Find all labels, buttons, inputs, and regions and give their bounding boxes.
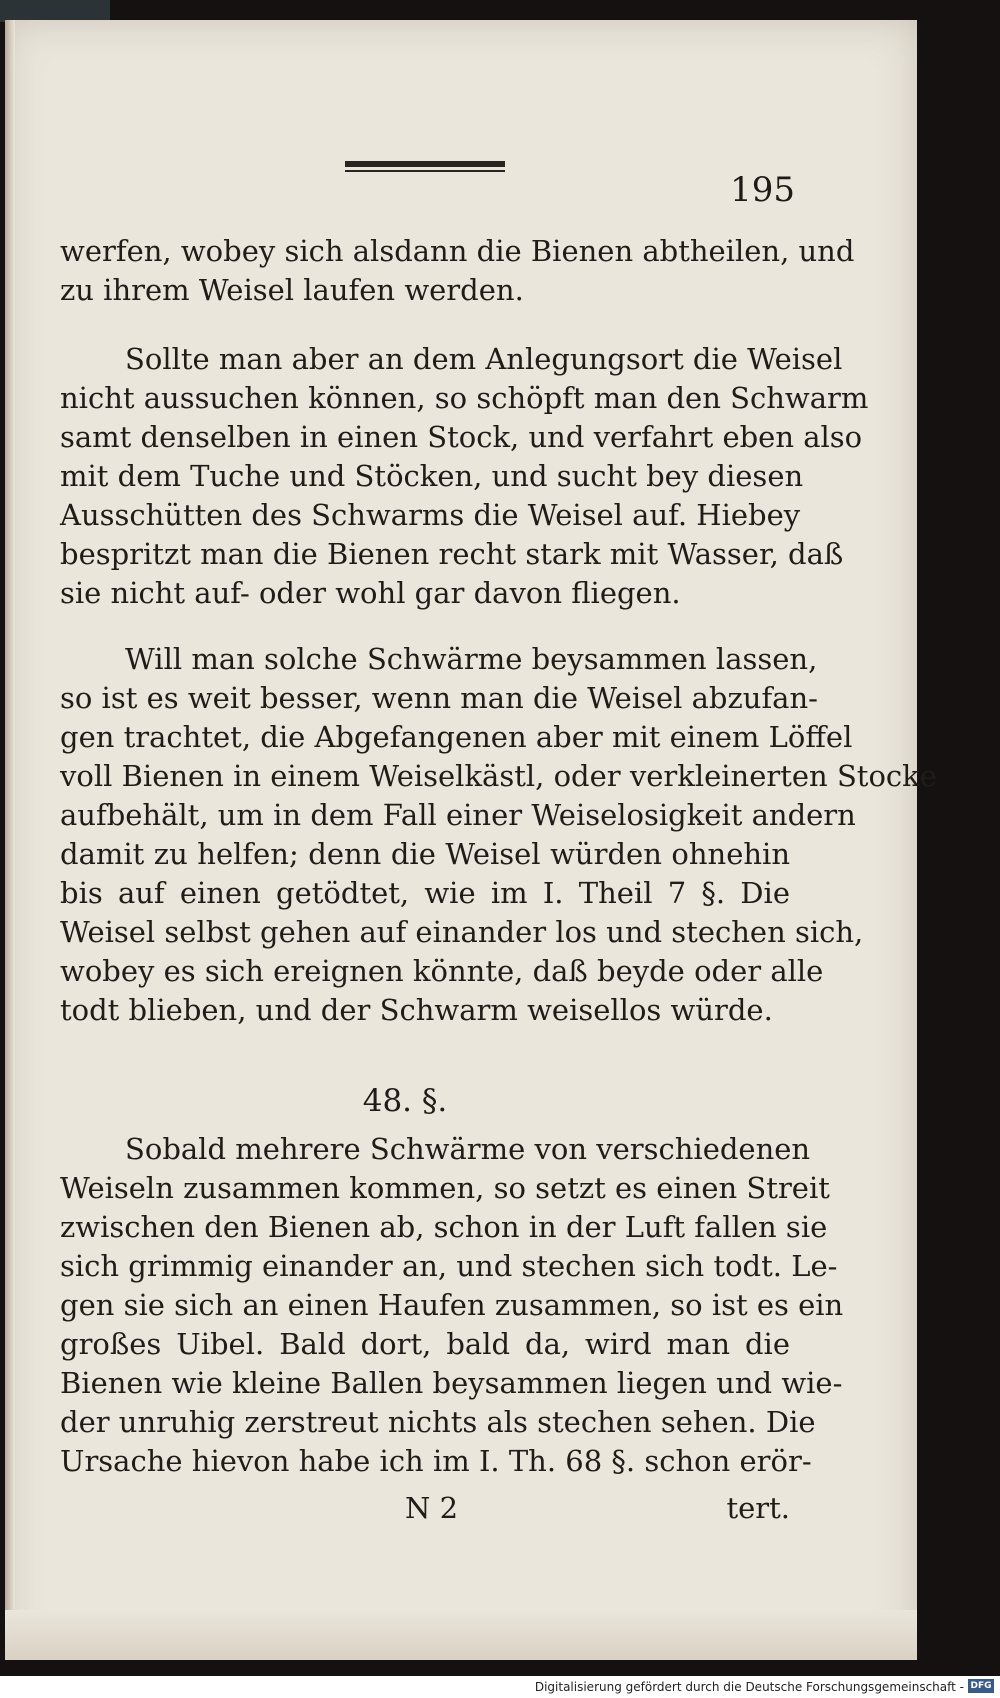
paragraph — [60, 340, 869, 613]
text-line: großes Uibel. Bald dort, bald da, wird man die — [60, 1327, 790, 1361]
text-line: aufbehält, um in dem Fall einer Weiselosigkeit andern — [60, 798, 856, 832]
text-line: Ausschütten des Schwarms die Weisel auf. Hiebey — [60, 498, 801, 532]
page-number: 195 — [730, 170, 795, 210]
text-line: todt blieben, und der Schwarm weisellos würde. — [60, 993, 773, 1027]
text-line: mit dem Tuche und Stöcken, und sucht bey diesen — [60, 459, 804, 493]
paragraph — [60, 640, 937, 1030]
text-line: so ist es weit besser, wenn man die Weisel abzufan- — [60, 681, 818, 715]
signature-mark: N 2 — [405, 1491, 459, 1525]
paragraph-continuation — [60, 232, 855, 310]
text-line: Bienen wie kleine Ballen beysammen liegen und wie- — [60, 1366, 843, 1400]
page-bottom-shadow — [5, 1610, 917, 1660]
text-line: werfen, wobey sich alsdann die Bienen abtheilen, und — [60, 234, 855, 268]
text-line: samt denselben in einen Stock, und verfahrt eben also — [60, 420, 863, 454]
text-line: voll Bienen in einem Weiselkästl, oder verkleinerten Stocke — [60, 759, 937, 793]
text-line: zwischen den Bienen ab, schon in der Luft fallen sie — [60, 1210, 828, 1244]
page-gutter-shadow — [5, 20, 15, 1660]
text-line: gen sie sich an einen Haufen zusammen, so ist es ein — [60, 1288, 844, 1322]
book-spine-edge — [0, 0, 110, 22]
text-line: Ursache hievon habe ich im I. Th. 68 §. schon erör- — [60, 1444, 812, 1478]
header-ornament-rule — [345, 161, 505, 175]
text-line: sich grimmig einander an, und stechen sich todt. Le- — [60, 1249, 838, 1283]
section-heading: 48. §. — [362, 1083, 448, 1119]
text-line: Sollte man aber an dem Anlegungsort die Weisel — [125, 342, 843, 376]
dfg-logo: DFG — [968, 1679, 994, 1693]
digitization-footer — [0, 1676, 1000, 1698]
paragraph — [60, 1130, 844, 1481]
text-line: wobey es sich ereignen könnte, daß beyde oder alle — [60, 954, 824, 988]
text-line: bespritzt man die Bienen recht stark mit Wasser, daß — [60, 537, 844, 571]
text-line: der unruhig zerstreut nichts als stechen sehen. Die — [60, 1405, 816, 1439]
text-line: Will man solche Schwärme beysammen lassen, — [125, 642, 818, 676]
text-line: Weisel selbst gehen auf einander los und stechen sich, — [60, 915, 864, 949]
text-line: zu ihrem Weisel laufen werden. — [60, 273, 524, 307]
text-line: sie nicht auf- oder wohl gar davon fliegen. — [60, 576, 681, 610]
text-line: bis auf einen getödtet, wie im I. Theil 7 §. Die — [60, 876, 790, 910]
catchword: tert. — [726, 1491, 790, 1525]
text-line: Sobald mehrere Schwärme von verschiedenen — [125, 1132, 811, 1166]
book-page — [5, 20, 937, 1660]
text-line: gen trachtet, die Abgefangenen aber mit einem Löffel — [60, 720, 853, 754]
text-line: Weiseln zusammen kommen, so setzt es einen Streit — [60, 1171, 830, 1205]
text-line: damit zu helfen; denn die Weisel würden ohnehin — [60, 837, 790, 871]
text-line: nicht aussuchen können, so schöpft man den Schwarm — [60, 381, 869, 415]
funding-credit: Digitalisierung gefördert durch die Deutsche Forschungsgemeinschaft - — [534, 1680, 964, 1694]
